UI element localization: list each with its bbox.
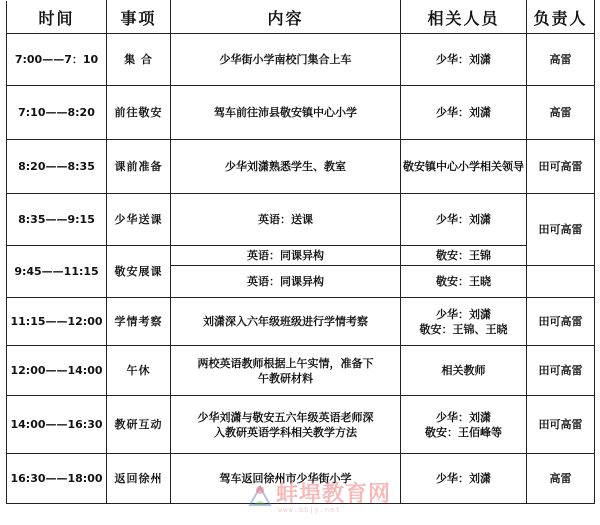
row-content: 英语：送课 xyxy=(171,194,401,246)
row-owner: 田可高雷 xyxy=(527,298,595,346)
row-people-line: 少华：刘潇 xyxy=(436,307,491,321)
row-content: 少华刘潇熟悉学生、教室 xyxy=(171,140,401,194)
row-content: 少华街小学南校门集合上车 xyxy=(171,34,401,86)
row-people: 敬安：王晓 xyxy=(401,266,527,298)
row-item: 课前准备 xyxy=(107,140,171,194)
row-people: 少华：刘潇 xyxy=(401,454,527,504)
row-people: 少华：刘潇 xyxy=(401,194,527,246)
row-people-line: 敬安：王佰峰等 xyxy=(425,425,502,439)
row-item: 集 合 xyxy=(107,34,171,86)
header-row xyxy=(7,1,595,34)
row-content-line: 入教研英语学科相关教学方法 xyxy=(214,425,357,439)
row-item: 教研互动 xyxy=(107,396,171,454)
row-content xyxy=(171,396,401,454)
row-people: 敬安：王锦 xyxy=(401,246,527,266)
row-time: 7:00——7：10 xyxy=(7,34,107,86)
row-content: 刘潇深入六年级班级进行学情考察 xyxy=(171,298,401,346)
header-time: 时间 xyxy=(7,1,107,34)
row-owner-empty xyxy=(527,266,595,298)
row-owner: 田可高雷 xyxy=(527,346,595,396)
row-time: 8:20——8:35 xyxy=(7,140,107,194)
schedule-table xyxy=(6,0,595,504)
row-people xyxy=(401,396,527,454)
row-time: 7:10——8:20 xyxy=(7,86,107,140)
row-people: 敬安镇中心小学相关领导 xyxy=(401,140,527,194)
header-owner: 负责人 xyxy=(527,1,595,34)
header-content: 内容 xyxy=(171,1,401,34)
table-row xyxy=(7,34,595,86)
table-row xyxy=(7,346,595,396)
row-people-line: 敬安：王锦、王晓 xyxy=(419,322,508,336)
row-content-line: 午教研材料 xyxy=(258,371,313,385)
watermark-url: www.bbjy.net xyxy=(278,506,341,514)
row-item: 返回徐州 xyxy=(107,454,171,504)
row-content xyxy=(171,346,401,396)
table-row xyxy=(7,86,595,140)
row-item: 午休 xyxy=(107,346,171,396)
row-content: 英语：同课异构 xyxy=(171,266,401,298)
watermark-text: 蚌埠教育网 xyxy=(276,482,392,507)
row-item: 少华送课 xyxy=(107,194,171,246)
row-owner: 田可高雷 xyxy=(527,396,595,454)
row-time: 16:30——18:00 xyxy=(7,454,107,504)
row-time: 14:00——16:30 xyxy=(7,396,107,454)
row-content-line: 两校英语教师根据上午实情，准备下 xyxy=(197,356,374,370)
row-item: 学情考察 xyxy=(107,298,171,346)
table-row xyxy=(7,454,595,504)
row-content: 英语：同课异构 xyxy=(171,246,401,266)
row-content-line: 少华刘潇与敬安五六年级英语老师深 xyxy=(197,410,374,424)
row-item: 前往敬安 xyxy=(107,86,171,140)
row-content: 驾车返回徐州市少华街小学 xyxy=(171,454,401,504)
row-owner: 高雷 xyxy=(527,86,595,140)
table-row xyxy=(7,194,595,246)
row-owner: 田可高雷 xyxy=(527,194,595,266)
row-time: 8:35——9:15 xyxy=(7,194,107,246)
table-row xyxy=(7,298,595,346)
header-item: 事项 xyxy=(107,1,171,34)
table-row xyxy=(7,246,595,266)
row-people: 相关教师 xyxy=(401,346,527,396)
header-people: 相关人员 xyxy=(401,1,527,34)
table-row xyxy=(7,140,595,194)
row-item: 敬安展课 xyxy=(107,246,171,298)
row-people-line: 少华：刘潇 xyxy=(436,410,491,424)
row-owner: 高雷 xyxy=(527,454,595,504)
row-time: 12:00——14:00 xyxy=(7,346,107,396)
row-time: 11:15——12:00 xyxy=(7,298,107,346)
table-row xyxy=(7,396,595,454)
row-content: 驾车前往沛县敬安镇中心小学 xyxy=(171,86,401,140)
row-owner: 高雷 xyxy=(527,34,595,86)
row-owner: 田可高雷 xyxy=(527,140,595,194)
row-people xyxy=(401,298,527,346)
row-people: 少华：刘潇 xyxy=(401,34,527,86)
row-time: 9:45——11:15 xyxy=(7,246,107,298)
row-people: 少华：刘潇 xyxy=(401,86,527,140)
